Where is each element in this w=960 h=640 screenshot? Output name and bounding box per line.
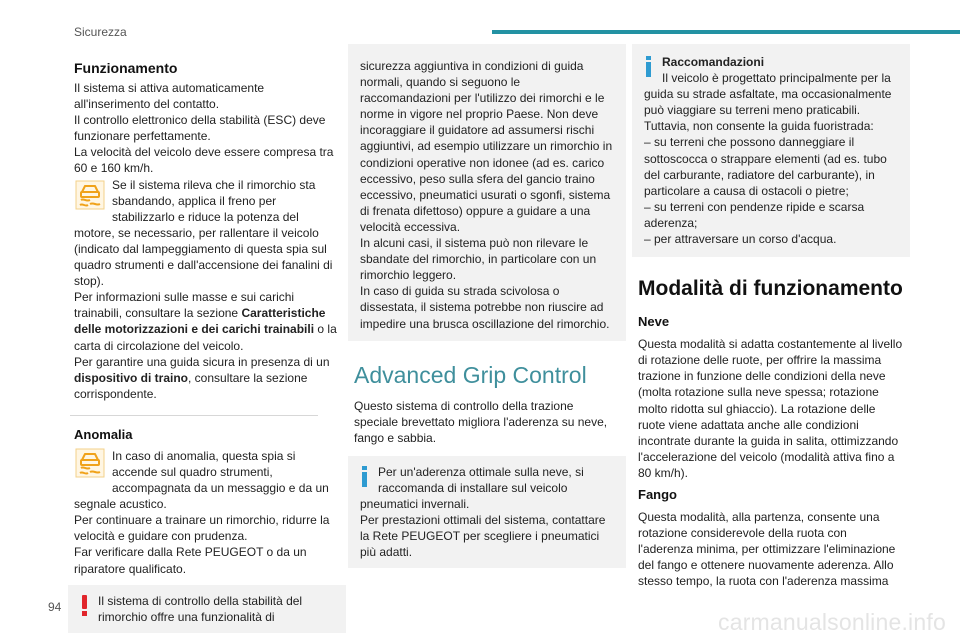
- list-item: – per attraversare un corso d'acqua.: [644, 232, 837, 247]
- paragraph: In caso di anomalia, questa spia si accende sul quadro strumenti, accompagnata da un messaggio e da un segnale acustico.: [74, 448, 329, 512]
- trailer-sway-warning-icon: [74, 447, 106, 479]
- info-text: Il veicolo è progettato principalmente per la guida su strade asfaltate, ma occasionalmente può viaggiare su terreni meno praticabili.: [644, 71, 892, 118]
- text-run: o la carta di circolazione del veicolo.: [74, 322, 337, 353]
- heading-advanced-grip-control: Advanced Grip Control: [354, 361, 587, 388]
- paragraph: Il controllo elettronico della stabilità (ESC) deve funzionare perfettamente.: [74, 113, 326, 144]
- trailer-sway-warning-icon: [74, 179, 106, 211]
- column-2: [354, 44, 620, 568]
- warning-text: Il sistema di controllo della stabilità del rimorchio offre una funzionalità di: [98, 593, 303, 624]
- divider: [70, 415, 318, 416]
- heading-anomalia: Anomalia: [74, 426, 133, 442]
- paragraph: Se il sistema rileva che il rimorchio sta sbandando, applica il freno per stabilizzarlo e riduce la potenza del motore, se necessario, per rallentare il veicolo (indicato dal lampeggiamento di questa spia sul quadro strumenti e dall'accensione dei fanalini di stop).: [74, 177, 333, 289]
- box-title: Raccomandazioni: [662, 55, 765, 69]
- list-item: – su terreni che possono danneggiare il sottoscocca o strappare elementi (ad es. tubo del carburante, radiatore del carburante), in particolare a causa di ostacoli o pietre;: [644, 135, 887, 198]
- header-accent-bar: [492, 30, 960, 34]
- exclamation-icon: [80, 595, 90, 617]
- heading-funzionamento: Funzionamento: [74, 60, 178, 76]
- recommendations-box: [632, 44, 910, 257]
- paragraph: [74, 289, 340, 353]
- page-number: 94: [48, 600, 62, 614]
- warning-text: In alcuni casi, il sistema può non rilevare le sbandate del rimorchio, in particolare con un rimorchio leggero.: [360, 236, 597, 283]
- running-header: Sicurezza: [74, 25, 127, 39]
- paragraph: Per continuare a trainare un rimorchio, ridurre la velocità e guidare con prudenza.: [74, 513, 330, 544]
- warning-box-continued: [348, 44, 626, 341]
- paragraph: Questo sistema di controllo della trazione speciale brevettato migliora l'aderenza su neve, fango e sabbia.: [354, 398, 608, 445]
- list-item: – su terreni con pendenze ripide e scarsa aderenza;: [644, 199, 865, 230]
- info-text: Tuttavia, non consente la guida fuoristrada:: [644, 119, 874, 134]
- heading-fango: Fango: [638, 486, 677, 502]
- column-3: [638, 44, 904, 589]
- section-reference: dispositivo di traino: [74, 370, 189, 385]
- paragraph: Far verificare dalla Rete PEUGEOT o da un riparatore qualificato.: [74, 545, 307, 576]
- warning-box: [68, 585, 346, 633]
- watermark: carmanualsonline.info: [718, 609, 946, 635]
- paragraph: [74, 354, 340, 402]
- paragraph: Il sistema si attiva automaticamente all'inserimento del contatto.: [74, 81, 265, 112]
- warning-text: sicurezza aggiuntiva in condizioni di guida normali, quando si seguono le raccomandazioni per l'utilizzo dei rimorchi e le norme in vigore nel proprio Paese. Non deve incoraggiare il guidatore ad assumersi rischi aggiuntivi, ad esempio utilizzare un rimorchio in condizioni operative non idonee (ad es. carico eccessivo, peso sulla sfera del gancio traino eccessivo, pneumatici usurati o sgonfi, sistema di frenata difettoso) oppure a guidare a una velocità eccessiva.: [360, 59, 613, 234]
- warning-text: In caso di guida su strada scivolosa o dissestata, il sistema potrebbe non riuscire ad impedire una brusca oscillazione del rimorchio.: [360, 284, 610, 331]
- text-run: Per garantire una guida sicura in presenza di un: [74, 354, 330, 369]
- info-text: Per prestazioni ottimali del sistema, contattare la Rete PEUGEOT per scegliere i pneumatici più adatti.: [360, 513, 606, 560]
- column-1: [74, 44, 340, 633]
- text-run: , consultare la sezione corrispondente.: [74, 370, 308, 401]
- info-text: Per un'aderenza ottimale sulla neve, si raccomanda di installare sul veicolo pneumatici invernali.: [360, 464, 584, 512]
- heading-modalita: Modalità di funzionamento: [638, 277, 903, 301]
- info-box: [348, 456, 626, 569]
- info-icon: [644, 56, 654, 78]
- text-run: Per informazioni sulle masse e sui carichi trainabili, consultare la sezione: [74, 290, 295, 321]
- heading-neve: Neve: [638, 314, 670, 330]
- info-icon: [360, 466, 370, 488]
- paragraph: Questa modalità, alla partenza, consente una rotazione considerevole della ruota con l'aderenza minima, per ottimizzare l'eliminazione del fango e ottenere nuovamente aderenza. Allo stesso tempo, la ruota con l'aderenza massima: [638, 509, 896, 589]
- paragraph: Questa modalità si adatta costantemente al livello di rotazione delle ruote, per offrire la massima trazione in funzione delle condizioni della neve (molta rotazione sulla neve spessa; rotazione molto ridotta sul ghiaccio). La rotazione delle ruote viene adattata anche alle condizioni incontrate durante la guida in salita, ottimizzando l'accelerazione del veicolo (modalità attiva fino a 80 km/h).: [638, 337, 903, 480]
- section-reference: Caratteristiche delle motorizzazioni e dei carichi trainabili: [74, 306, 326, 337]
- paragraph: La velocità del veicolo deve essere compresa tra 60 e 160 km/h.: [74, 145, 334, 176]
